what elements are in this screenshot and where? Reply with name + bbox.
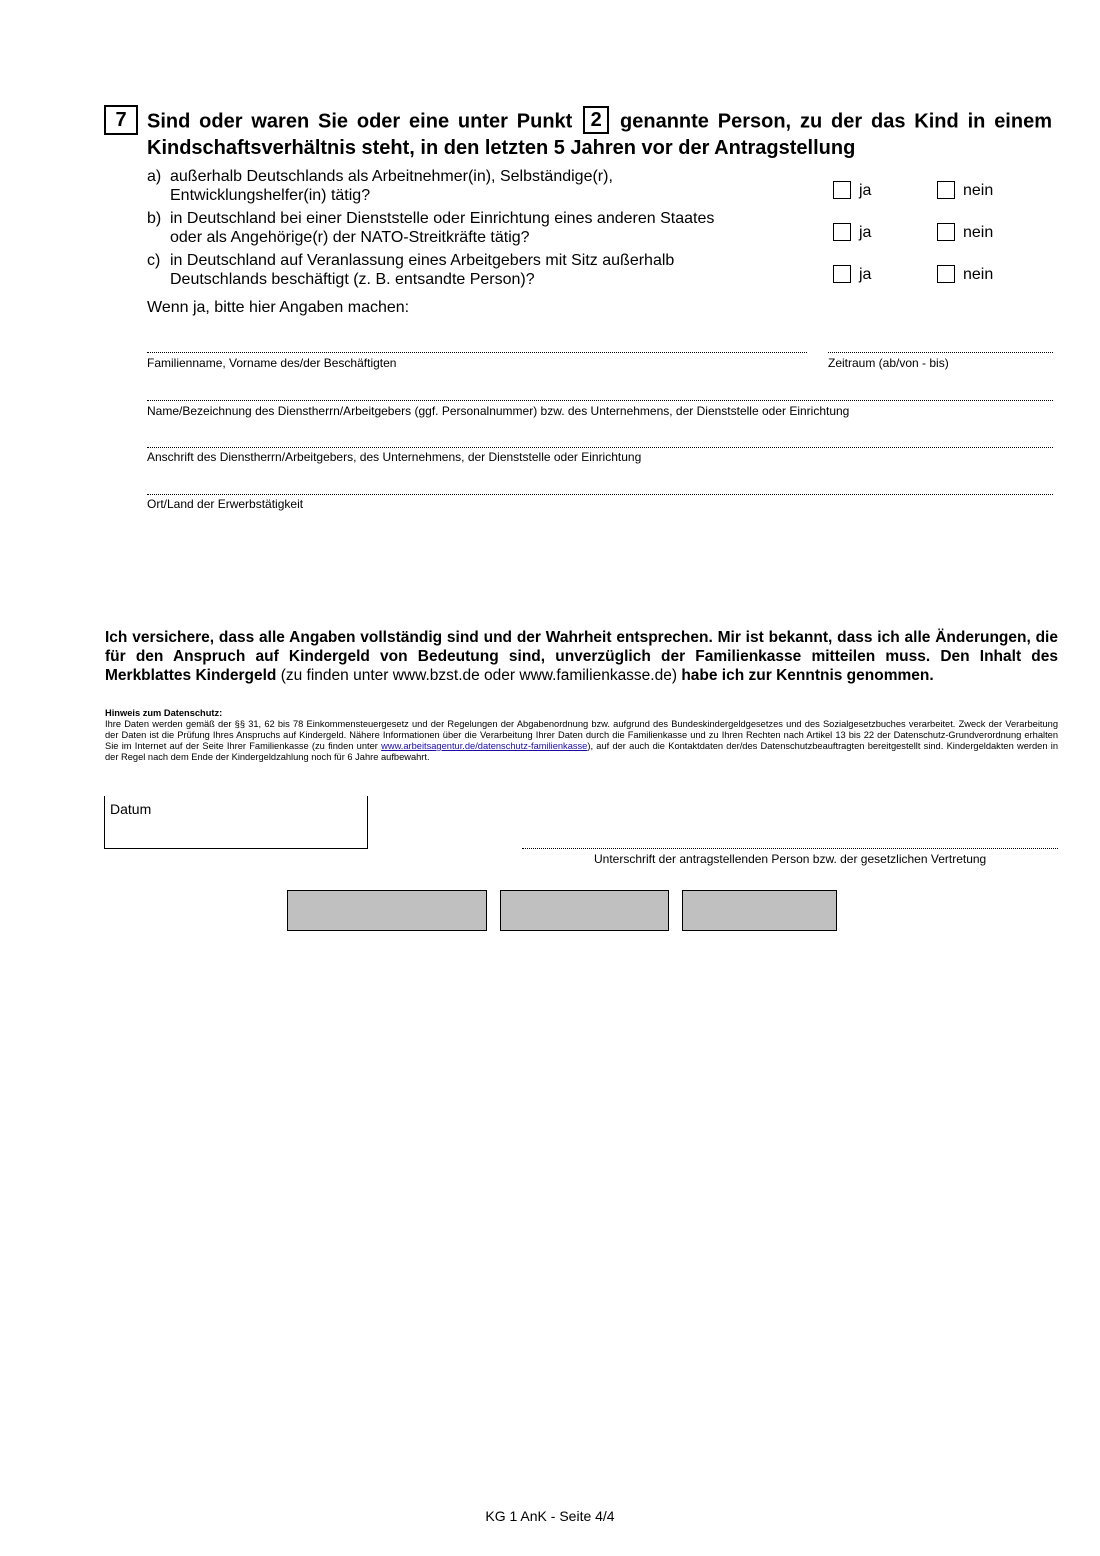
- section-number: 7: [115, 109, 127, 131]
- privacy-text2: ), auf der auch die Kontaktdaten der/des Datenschutzbeauftragten bereitgestellt sind. Kindergeldakten werden in der Regel nach dem Ende der Kindergeldzahlung noch für 6 Jahre aufbewahrt.: [105, 741, 1058, 762]
- signature-input-line[interactable]: [522, 848, 1058, 849]
- declaration-part3: habe ich zur Kenntnis genommen.: [681, 667, 934, 684]
- question-letter: b): [147, 210, 162, 227]
- section-title-part1: Sind oder waren Sie oder eine unter Punkt: [147, 110, 573, 133]
- question-b-yes-label: ja: [859, 224, 872, 241]
- form-action-button-1[interactable]: [287, 890, 487, 931]
- question-text-line2: Entwicklungshelfer(in) tätig?: [170, 187, 371, 204]
- question-b-yes-checkbox[interactable]: [833, 223, 851, 241]
- question-c-yes-label: ja: [859, 266, 872, 283]
- reference-number-box: [583, 106, 609, 134]
- address-input-line[interactable]: [147, 447, 1053, 448]
- location-input-line[interactable]: [147, 494, 1053, 495]
- privacy-heading: Hinweis zum Datenschutz:: [105, 708, 223, 718]
- question-c: [147, 251, 827, 289]
- question-b-no-checkbox[interactable]: [937, 223, 955, 241]
- privacy-link[interactable]: www.arbeitsagentur.de/datenschutz-familienkasse: [381, 741, 588, 751]
- question-text-line1: außerhalb Deutschlands als Arbeitnehmer(in), Selbständige(r),: [170, 168, 613, 185]
- question-b-no-label: nein: [963, 224, 994, 241]
- question-letter: a): [147, 168, 162, 185]
- address-field-label: Anschrift des Dienstherrn/Arbeitgebers, des Unternehmens, der Dienststelle oder Einrichtung: [147, 450, 642, 464]
- question-text-line1: in Deutschland bei einer Dienststelle oder Einrichtung eines anderen Staates: [170, 210, 715, 227]
- question-text-line2: oder als Angehörige(r) der NATO-Streitkräfte tätig?: [170, 229, 530, 246]
- date-field-box[interactable]: [104, 796, 368, 849]
- section-title-part2: genannte Person, zu der das Kind in einem Kindschaftsverhältnis steht, in den letzten 5 Jahren vor der Antragstellung: [147, 110, 1052, 159]
- page-footer: KG 1 AnK - Seite 4/4: [485, 1508, 615, 1524]
- signature-label: Unterschrift der antragstellenden Person bzw. der gesetzlichen Vertretung: [594, 852, 987, 866]
- question-c-no-checkbox[interactable]: [937, 265, 955, 283]
- declaration-text: [105, 628, 1058, 685]
- question-a-no-checkbox[interactable]: [937, 181, 955, 199]
- location-field-label: Ort/Land der Erwerbstätigkeit: [147, 497, 304, 511]
- question-c-yes-checkbox[interactable]: [833, 265, 851, 283]
- question-a: [147, 167, 827, 205]
- question-a-yes-checkbox[interactable]: [833, 181, 851, 199]
- question-a-yes-label: ja: [859, 182, 872, 199]
- privacy-notice: [105, 708, 1058, 763]
- question-letter: c): [147, 252, 161, 269]
- declaration-part2: (zu finden unter www.bzst.de oder www.familienkasse.de): [280, 667, 678, 684]
- employer-input-line[interactable]: [147, 400, 1053, 401]
- details-prompt: Wenn ja, bitte hier Angaben machen:: [147, 299, 410, 316]
- question-c-no-label: nein: [963, 266, 994, 283]
- employer-field-label: Name/Bezeichnung des Dienstherrn/Arbeitgebers (ggf. Personalnummer) bzw. des Unternehmens, der Dienststelle oder Einrichtung: [147, 404, 850, 418]
- form-action-button-2[interactable]: [500, 890, 669, 931]
- question-text-line2: Deutschlands beschäftigt (z. B. entsandte Person)?: [170, 271, 535, 288]
- section-title: [147, 108, 1052, 160]
- period-input-line[interactable]: [828, 352, 1053, 353]
- form-action-button-3[interactable]: [682, 890, 837, 931]
- question-b: [147, 209, 827, 247]
- question-text-line1: in Deutschland auf Veranlassung eines Arbeitgebers mit Sitz außerhalb: [170, 252, 675, 269]
- period-field-label: Zeitraum (ab/von - bis): [828, 356, 949, 370]
- reference-number: 2: [590, 109, 602, 131]
- section-number-box: [104, 105, 138, 135]
- name-field-label: Familienname, Vorname des/der Beschäftigten: [147, 356, 397, 370]
- date-label: Datum: [110, 801, 152, 817]
- name-input-line[interactable]: [147, 352, 807, 353]
- declaration-part1: Ich versichere, dass alle Angaben vollständig sind und der Wahrheit entsprechen. Mir ist bekannt, dass ich alle Änderungen, die für den Anspruch auf Kindergeld von Bedeutung sind, unverzüglich der Familienkasse mitteilen muss. Den Inhalt des Merkblattes Kindergeld: [105, 629, 1058, 684]
- privacy-text1: Ihre Daten werden gemäß der §§ 31, 62 bis 78 Einkommensteuergesetz und der Regelungen der Abgabenordnung bzw. aufgrund des Bundeskindergeldgesetzes und des Sozialgesetzbuches verarbeitet. Zweck der Verarbeitung der Daten ist die Prüfung Ihres Anspruchs auf Kindergeld. Nähere Informationen über die Verarbeitung Ihrer Daten durch die Familienkasse und zu Ihren Rechten nach Artikel 13 bis 22 der Datenschutz-Grundverordnung erhalten Sie im Internet auf der Seite Ihrer Familienkasse (zu finden unter: [105, 719, 1058, 751]
- question-a-no-label: nein: [963, 182, 994, 199]
